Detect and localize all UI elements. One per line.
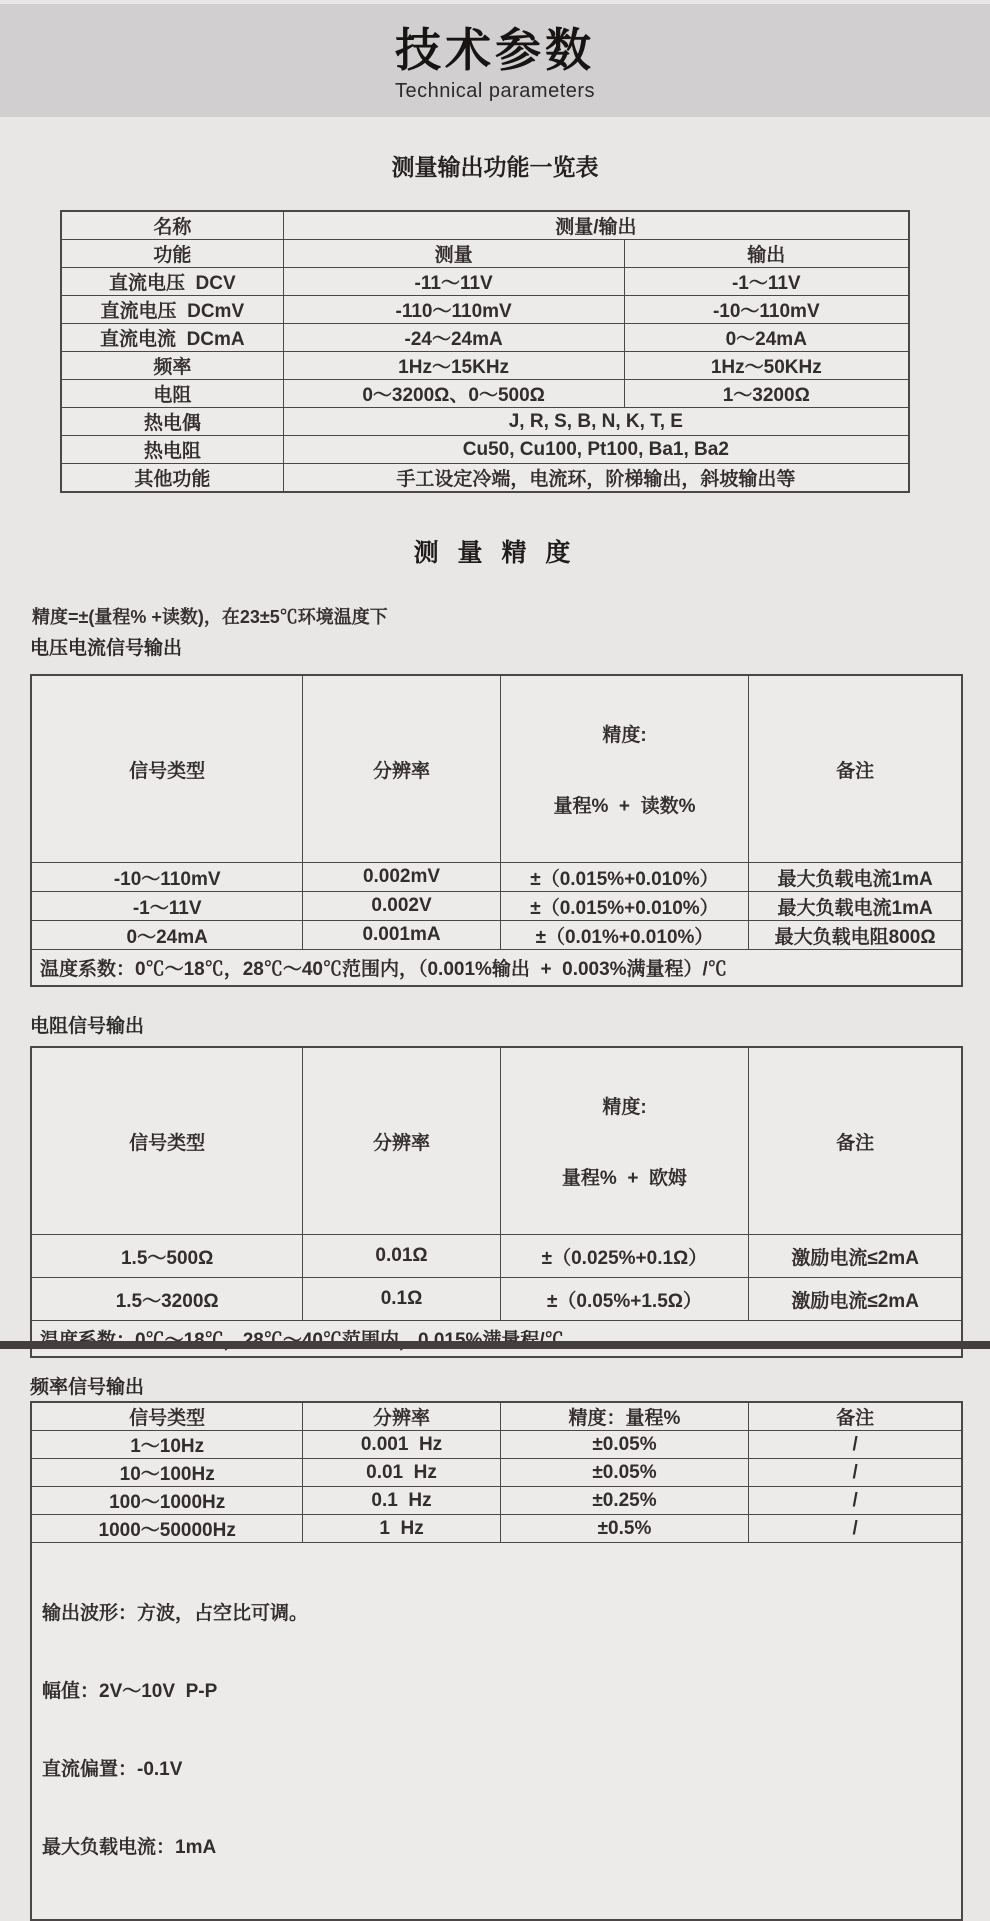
resolution-cell: 0.002mV — [303, 863, 500, 892]
remark-cell: 激励电流≤2mA — [749, 1235, 962, 1278]
output-range-cell: 0～24mA — [624, 324, 909, 352]
measure-range-cell: 1Hz～15KHz — [283, 352, 624, 380]
table-row — [31, 1321, 962, 1358]
signal-type-cell: 10～100Hz — [31, 1459, 303, 1487]
signal-type-header: 信号类型 — [31, 1047, 303, 1235]
temperature-coefficient-note — [31, 1321, 962, 1358]
resolution-header: 分辨率 — [303, 675, 500, 863]
remark-header: 备注 — [749, 675, 962, 863]
accuracy-cell: ±（0.025%+0.1Ω） — [500, 1235, 749, 1278]
frequency-output-notes — [31, 1543, 962, 1921]
resolution-cell: 0.1 Hz — [303, 1487, 500, 1515]
measure-range-cell: 0～3200Ω、0～500Ω — [283, 380, 624, 408]
dc-offset-note: 直流偏置：-0.1V — [42, 1759, 183, 1780]
signal-type-header: 信号类型 — [31, 675, 303, 863]
measure-header-cell: 测量 — [283, 240, 624, 268]
table-row — [31, 675, 962, 863]
accuracy-cell: ±（0.015%+0.010%） — [500, 892, 749, 921]
resolution-cell: 0.01Ω — [303, 1235, 500, 1278]
measure-range-cell: -11～11V — [283, 268, 624, 296]
signal-type-cell: 1.5～3200Ω — [31, 1278, 303, 1321]
function-name-cell: 频率 — [61, 352, 283, 380]
resistance-table — [30, 1046, 963, 1358]
name-header-cell: 名称 — [61, 211, 283, 240]
table-row — [61, 380, 909, 408]
table-row — [61, 240, 909, 268]
accuracy-header — [500, 1047, 749, 1235]
voltage-current-table — [30, 674, 963, 987]
accuracy-cell: ±0.5% — [500, 1515, 749, 1543]
table-row — [61, 296, 909, 324]
accuracy-header-line1: 精度: — [602, 1097, 647, 1118]
frequency-table — [30, 1401, 963, 1921]
remark-cell: 最大负载电流1mA — [749, 863, 962, 892]
remark-cell: 激励电流≤2mA — [749, 1278, 962, 1321]
remark-cell: / — [749, 1431, 962, 1459]
accuracy-header-line2: 量程% + 欧姆 — [561, 1168, 688, 1189]
table-row — [31, 863, 962, 892]
frequency-label: 频率信号输出 — [30, 1377, 145, 1398]
table-row — [61, 268, 909, 296]
remark-header: 备注 — [749, 1047, 962, 1235]
table-row — [31, 1459, 962, 1487]
max-load-current-note: 最大负载电流：1mA — [42, 1837, 217, 1858]
waveform-note: 输出波形：方波，占空比可调。 — [42, 1603, 309, 1624]
table-row — [61, 324, 909, 352]
measure-output-header-cell: 测量/输出 — [283, 211, 909, 240]
function-name-cell: 直流电压 DCV — [61, 268, 283, 296]
table-row — [31, 1235, 962, 1278]
resolution-cell: 0.001 Hz — [303, 1431, 500, 1459]
output-range-cell: 1Hz～50KHz — [624, 352, 909, 380]
resolution-cell: 1 Hz — [303, 1515, 500, 1543]
function-overview-table — [60, 210, 910, 493]
signal-type-cell: 1～10Hz — [31, 1431, 303, 1459]
accuracy-header: 精度：量程% — [500, 1402, 749, 1431]
signal-type-cell: -1～11V — [31, 892, 303, 921]
function-name-cell: 电阻 — [61, 380, 283, 408]
table-row — [31, 1515, 962, 1543]
table-row — [61, 211, 909, 240]
page-subtitle: Technical parameters — [394, 80, 596, 102]
signal-type-cell: 1.5～500Ω — [31, 1235, 303, 1278]
table-row — [61, 464, 909, 493]
function-name-cell: 热电偶 — [61, 408, 283, 436]
table-row — [31, 921, 962, 950]
accuracy-header-line1: 精度: — [602, 725, 647, 746]
table-row — [31, 1047, 962, 1235]
table-row — [61, 408, 909, 436]
accuracy-header-line2: 量程% + 读数% — [553, 796, 696, 817]
table-row — [61, 352, 909, 380]
accuracy-cell: ±（0.015%+0.010%） — [500, 863, 749, 892]
table-row — [61, 436, 909, 464]
signal-type-cell: -10～110mV — [31, 863, 303, 892]
resolution-header: 分辨率 — [303, 1047, 500, 1235]
function-name-cell: 直流电流 DCmA — [61, 324, 283, 352]
accuracy-header — [500, 675, 749, 863]
overview-section-title: 测量输出功能一览表 — [391, 154, 599, 180]
span-value-cell: Cu50, Cu100, Pt100, Ba1, Ba2 — [283, 436, 909, 464]
banner — [0, 4, 990, 117]
span-value-cell: 手工设定冷端，电流环，阶梯输出，斜坡输出等 — [283, 464, 909, 493]
bottom-divider-bar — [0, 1341, 990, 1349]
resistance-label: 电阻信号输出 — [30, 1016, 145, 1037]
amplitude-note: 幅值：2V～10V P-P — [42, 1681, 218, 1702]
table-row — [31, 892, 962, 921]
function-header-cell: 功能 — [61, 240, 283, 268]
page-title: 技术参数 — [395, 24, 595, 76]
resolution-cell: 0.01 Hz — [303, 1459, 500, 1487]
output-header-cell: 输出 — [624, 240, 909, 268]
remark-cell: 最大负载电流1mA — [749, 892, 962, 921]
span-value-cell: J, R, S, B, N, K, T, E — [283, 408, 909, 436]
table-row — [31, 1487, 962, 1515]
technical-parameters-page — [0, 4, 990, 1858]
measure-range-cell: -110～110mV — [283, 296, 624, 324]
table-row — [31, 1278, 962, 1321]
accuracy-cell: ±0.05% — [500, 1459, 749, 1487]
remark-cell: / — [749, 1459, 962, 1487]
accuracy-note: 精度=±(量程% +读数)，在23±5℃环境温度下 — [32, 607, 388, 627]
resolution-cell: 0.1Ω — [303, 1278, 500, 1321]
table-row — [31, 1431, 962, 1459]
remark-cell: 最大负载电阻800Ω — [749, 921, 962, 950]
measure-range-cell: -24～24mA — [283, 324, 624, 352]
resolution-header: 分辨率 — [303, 1402, 500, 1431]
temperature-coefficient-note: 温度系数：0℃～18℃，28℃～40℃范围内，（0.001%输出 + 0.003%满量程）/℃ — [31, 950, 962, 987]
accuracy-cell: ±0.05% — [500, 1431, 749, 1459]
voltage-current-label: 电压电流信号输出 — [30, 638, 183, 659]
table-row — [31, 1402, 962, 1431]
table-row — [31, 1543, 962, 1921]
signal-type-cell: 0～24mA — [31, 921, 303, 950]
signal-type-header: 信号类型 — [31, 1402, 303, 1431]
accuracy-cell: ±0.25% — [500, 1487, 749, 1515]
resolution-cell: 0.002V — [303, 892, 500, 921]
signal-type-cell: 1000～50000Hz — [31, 1515, 303, 1543]
function-name-cell: 其他功能 — [61, 464, 283, 493]
signal-type-cell: 100～1000Hz — [31, 1487, 303, 1515]
function-name-cell: 直流电压 DCmV — [61, 296, 283, 324]
remark-header: 备注 — [749, 1402, 962, 1431]
remark-cell: / — [749, 1515, 962, 1543]
function-name-cell: 热电阻 — [61, 436, 283, 464]
output-range-cell: -1～11V — [624, 268, 909, 296]
accuracy-cell: ±（0.01%+0.010%） — [500, 921, 749, 950]
output-range-cell: 1～3200Ω — [624, 380, 909, 408]
accuracy-section-title: 测 量 精 度 — [413, 539, 577, 567]
table-row — [31, 950, 962, 987]
resolution-cell: 0.001mA — [303, 921, 500, 950]
remark-cell: / — [749, 1487, 962, 1515]
accuracy-cell: ±（0.05%+1.5Ω） — [500, 1278, 749, 1321]
output-range-cell: -10～110mV — [624, 296, 909, 324]
